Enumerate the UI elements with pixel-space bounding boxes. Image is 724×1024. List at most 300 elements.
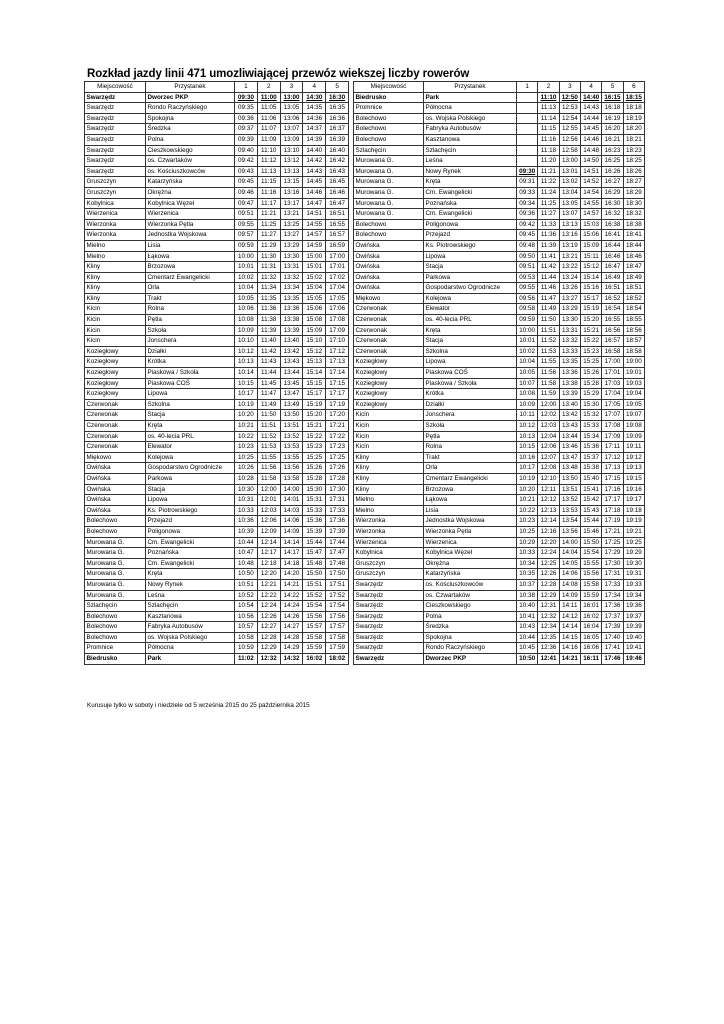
time-cell: 13:54 bbox=[559, 516, 580, 527]
stop-cell: Szlachęcin bbox=[146, 601, 235, 612]
time-cell: 12:09 bbox=[257, 526, 280, 537]
time-cell: 15:44 bbox=[580, 516, 601, 527]
time-cell: 16:05 bbox=[580, 632, 601, 643]
stop-cell: Polna bbox=[146, 134, 235, 145]
time-cell: 12:56 bbox=[559, 134, 580, 145]
time-cell: 12:08 bbox=[538, 463, 559, 474]
time-cell: 16:52 bbox=[602, 293, 623, 304]
time-cell: 13:21 bbox=[559, 251, 580, 262]
table-row bbox=[354, 622, 645, 633]
stop-cell: Piaskowa / Szkoła bbox=[424, 378, 517, 389]
stop-cell: Stacja bbox=[146, 484, 235, 495]
table-row bbox=[85, 251, 349, 262]
time-cell: 15:11 bbox=[580, 251, 601, 262]
time-cell: 11:16 bbox=[538, 134, 559, 145]
time-cell: 17:03 bbox=[602, 378, 623, 389]
time-cell: 09:46 bbox=[235, 187, 258, 198]
time-cell: 17:48 bbox=[326, 558, 349, 569]
time-cell: 17:00 bbox=[602, 357, 623, 368]
table-row bbox=[354, 230, 645, 241]
time-cell: 17:33 bbox=[602, 579, 623, 590]
table-row bbox=[354, 579, 645, 590]
time-cell bbox=[517, 145, 538, 156]
time-cell: 10:50 bbox=[235, 569, 258, 580]
time-cell: 13:32 bbox=[559, 336, 580, 347]
stop-cell: Łąkowa bbox=[146, 251, 235, 262]
time-cell: 10:16 bbox=[517, 452, 538, 463]
place-cell: Kliny bbox=[85, 293, 146, 304]
place-cell: Bolechowo bbox=[85, 632, 146, 643]
table-row bbox=[85, 654, 349, 665]
time-cell: 13:52 bbox=[280, 431, 303, 442]
table-row bbox=[354, 368, 645, 379]
time-cell: 09:45 bbox=[517, 230, 538, 241]
stop-cell: Gospodarstwo Ogrodnicze bbox=[146, 463, 235, 474]
time-cell: 09:53 bbox=[517, 272, 538, 283]
time-cell: 15:02 bbox=[303, 272, 326, 283]
time-cell: 14:08 bbox=[559, 579, 580, 590]
time-cell: 17:25 bbox=[326, 452, 349, 463]
time-cell: 17:05 bbox=[326, 293, 349, 304]
time-cell: 10:10 bbox=[235, 336, 258, 347]
table-row bbox=[354, 262, 645, 273]
time-cell: 17:19 bbox=[602, 516, 623, 527]
time-cell: 16:46 bbox=[602, 251, 623, 262]
time-cell: 15:34 bbox=[580, 431, 601, 442]
header-course-2: 2 bbox=[257, 82, 280, 93]
time-cell: 11:18 bbox=[538, 145, 559, 156]
stop-cell: Działki bbox=[424, 399, 517, 410]
stop-cell: Pętla bbox=[146, 315, 235, 326]
time-cell: 11:56 bbox=[257, 463, 280, 474]
place-cell: Owińska bbox=[85, 463, 146, 474]
time-cell: 10:38 bbox=[517, 590, 538, 601]
table-row bbox=[85, 590, 349, 601]
time-cell: 16:18 bbox=[602, 103, 623, 114]
time-cell: 19:04 bbox=[623, 389, 644, 400]
table-row bbox=[85, 124, 349, 135]
time-cell: 15:40 bbox=[580, 473, 601, 484]
stop-cell: Katarzyńska bbox=[146, 177, 235, 188]
table-row bbox=[354, 505, 645, 516]
time-cell: 15:26 bbox=[580, 368, 601, 379]
time-cell: 17:17 bbox=[602, 495, 623, 506]
time-cell: 12:27 bbox=[257, 622, 280, 633]
table-row bbox=[85, 421, 349, 432]
place-cell: Gruszczyn bbox=[85, 187, 146, 198]
table-row bbox=[354, 569, 645, 580]
time-cell: 14:43 bbox=[580, 103, 601, 114]
table-row bbox=[85, 431, 349, 442]
table-row bbox=[85, 166, 349, 177]
time-cell: 10:20 bbox=[235, 410, 258, 421]
stop-cell: Stacja bbox=[146, 410, 235, 421]
time-cell: 18:18 bbox=[623, 103, 644, 114]
stop-cell: Polna bbox=[424, 611, 517, 622]
time-cell: 11:39 bbox=[538, 240, 559, 251]
time-cell: 14:05 bbox=[559, 558, 580, 569]
place-cell: Kliny bbox=[354, 463, 424, 474]
time-cell: 13:34 bbox=[280, 283, 303, 294]
time-cell: 15:14 bbox=[580, 272, 601, 283]
table-row bbox=[354, 548, 645, 559]
time-cell: 10:17 bbox=[235, 389, 258, 400]
time-cell: 19:34 bbox=[623, 590, 644, 601]
place-cell: Czerwonak bbox=[85, 431, 146, 442]
time-cell: 13:47 bbox=[559, 452, 580, 463]
time-cell: 13:17 bbox=[280, 198, 303, 209]
time-cell: 12:06 bbox=[257, 516, 280, 527]
stop-cell: Cm. Ewangelicki bbox=[146, 537, 235, 548]
table-row bbox=[85, 632, 349, 643]
time-cell: 10:43 bbox=[517, 622, 538, 633]
stop-cell: Rondo Raczyńskiego bbox=[424, 643, 517, 654]
time-cell: 15:46 bbox=[580, 526, 601, 537]
time-cell: 13:00 bbox=[280, 92, 303, 103]
time-cell: 17:15 bbox=[602, 473, 623, 484]
time-cell: 11:36 bbox=[257, 304, 280, 315]
place-cell: Kliny bbox=[85, 262, 146, 273]
stop-cell: os. Czwartaków bbox=[424, 590, 517, 601]
place-cell: Koziegłowy bbox=[85, 368, 146, 379]
time-cell: 15:51 bbox=[303, 579, 326, 590]
time-cell: 15:10 bbox=[303, 336, 326, 347]
place-cell: Swarzędz bbox=[354, 611, 424, 622]
place-cell: Kliny bbox=[85, 272, 146, 283]
table-row bbox=[85, 463, 349, 474]
time-cell: 19:39 bbox=[623, 622, 644, 633]
time-cell: 14:16 bbox=[559, 643, 580, 654]
time-cell: 15:25 bbox=[303, 452, 326, 463]
time-cell: 15:32 bbox=[580, 410, 601, 421]
time-cell: 11:06 bbox=[257, 113, 280, 124]
time-cell: 11:25 bbox=[257, 219, 280, 230]
time-cell: 13:39 bbox=[280, 325, 303, 336]
stop-cell: Lipowa bbox=[424, 357, 517, 368]
time-cell: 13:31 bbox=[280, 262, 303, 273]
stop-cell: Ks. Piotrowskiego bbox=[424, 240, 517, 251]
place-cell: Swarzędz bbox=[85, 134, 146, 145]
time-cell: 17:33 bbox=[326, 505, 349, 516]
table-row bbox=[354, 611, 645, 622]
time-cell: 17:19 bbox=[326, 399, 349, 410]
time-cell: 10:00 bbox=[235, 251, 258, 262]
time-cell: 15:17 bbox=[303, 389, 326, 400]
time-cell: 15:47 bbox=[303, 548, 326, 559]
stop-cell: Kolejowa bbox=[424, 293, 517, 304]
time-cell bbox=[517, 103, 538, 114]
table-row bbox=[354, 293, 645, 304]
place-cell: Swarzędz bbox=[85, 145, 146, 156]
table-row bbox=[85, 505, 349, 516]
place-cell: Swarzędz bbox=[354, 654, 424, 665]
time-cell: 15:00 bbox=[303, 251, 326, 262]
stop-cell: Wierzenica bbox=[424, 537, 517, 548]
time-cell: 13:53 bbox=[559, 505, 580, 516]
time-cell: 19:16 bbox=[623, 484, 644, 495]
time-cell: 14:24 bbox=[280, 601, 303, 612]
time-cell: 15:16 bbox=[580, 283, 601, 294]
time-cell: 14:50 bbox=[580, 156, 601, 167]
time-cell: 12:21 bbox=[257, 579, 280, 590]
header-course-3: 3 bbox=[559, 82, 580, 93]
time-cell: 09:37 bbox=[235, 124, 258, 135]
time-cell: 18:15 bbox=[623, 92, 644, 103]
table-row bbox=[85, 187, 349, 198]
time-cell: 13:07 bbox=[559, 209, 580, 220]
place-cell: Swarzędz bbox=[354, 601, 424, 612]
stop-cell: Park bbox=[146, 654, 235, 665]
time-cell: 13:39 bbox=[559, 389, 580, 400]
time-cell: 13:36 bbox=[280, 304, 303, 315]
header-stop: Przystanek bbox=[146, 82, 235, 93]
stop-cell: Północna bbox=[424, 103, 517, 114]
place-cell: Bolechowo bbox=[85, 622, 146, 633]
time-cell: 17:31 bbox=[326, 495, 349, 506]
time-cell: 14:48 bbox=[580, 145, 601, 156]
stop-cell: os. 40-lecia PRL bbox=[146, 431, 235, 442]
place-cell: Bolechowo bbox=[354, 124, 424, 135]
time-cell: 13:45 bbox=[280, 378, 303, 389]
place-cell: Koziegłowy bbox=[85, 378, 146, 389]
time-cell: 10:02 bbox=[235, 272, 258, 283]
time-cell: 15:58 bbox=[303, 632, 326, 643]
stop-cell: Rolna bbox=[424, 442, 517, 453]
time-cell: 16:27 bbox=[602, 177, 623, 188]
table-header bbox=[354, 82, 645, 93]
stop-cell: Krótka bbox=[146, 357, 235, 368]
time-cell: 19:12 bbox=[623, 452, 644, 463]
time-cell: 13:02 bbox=[559, 177, 580, 188]
time-cell: 15:56 bbox=[580, 569, 601, 580]
place-cell: Mielno bbox=[354, 505, 424, 516]
time-cell: 10:31 bbox=[235, 495, 258, 506]
time-cell: 09:51 bbox=[235, 209, 258, 220]
place-cell: Czerwonak bbox=[85, 442, 146, 453]
time-cell: 19:18 bbox=[623, 505, 644, 516]
time-cell: 19:01 bbox=[623, 368, 644, 379]
time-cell: 09:30 bbox=[517, 166, 538, 177]
time-cell: 16:29 bbox=[602, 187, 623, 198]
time-cell: 13:07 bbox=[280, 124, 303, 135]
time-cell: 12:04 bbox=[538, 431, 559, 442]
table-row bbox=[85, 293, 349, 304]
table-row bbox=[85, 558, 349, 569]
time-cell: 10:12 bbox=[235, 346, 258, 357]
time-cell: 17:30 bbox=[326, 484, 349, 495]
header-place: Miejscowość bbox=[354, 82, 424, 93]
time-cell: 17:28 bbox=[326, 473, 349, 484]
place-cell: Miękowo bbox=[85, 452, 146, 463]
time-cell: 13:58 bbox=[280, 473, 303, 484]
stop-cell: Elewator bbox=[424, 304, 517, 315]
place-cell: Bolechowo bbox=[85, 516, 146, 527]
time-cell: 19:29 bbox=[623, 548, 644, 559]
place-cell: Kicin bbox=[354, 442, 424, 453]
time-cell: 15:48 bbox=[303, 558, 326, 569]
time-cell: 13:13 bbox=[559, 219, 580, 230]
time-cell: 13:36 bbox=[559, 368, 580, 379]
time-cell: 13:44 bbox=[559, 431, 580, 442]
time-cell bbox=[517, 124, 538, 135]
time-cell: 11:21 bbox=[257, 209, 280, 220]
time-cell: 12:18 bbox=[257, 558, 280, 569]
time-cell: 09:36 bbox=[235, 113, 258, 124]
time-cell: 15:09 bbox=[580, 240, 601, 251]
time-cell: 11:58 bbox=[257, 473, 280, 484]
time-cell: 10:54 bbox=[235, 601, 258, 612]
place-cell: Murowana G. bbox=[354, 187, 424, 198]
stop-cell: Przejazd bbox=[424, 230, 517, 241]
time-cell: 13:43 bbox=[559, 421, 580, 432]
stop-cell: Fabryka Autobusów bbox=[424, 124, 517, 135]
time-cell: 18:38 bbox=[623, 219, 644, 230]
time-cell: 12:28 bbox=[538, 579, 559, 590]
time-cell: 14:44 bbox=[580, 113, 601, 124]
time-cell: 11:47 bbox=[257, 389, 280, 400]
time-cell: 17:20 bbox=[326, 410, 349, 421]
place-cell: Koziegłowy bbox=[85, 389, 146, 400]
place-cell: Swarzędz bbox=[85, 166, 146, 177]
stop-cell: Okrężna bbox=[424, 558, 517, 569]
table-row bbox=[354, 336, 645, 347]
time-cell: 10:44 bbox=[235, 537, 258, 548]
time-cell: 16:21 bbox=[602, 134, 623, 145]
place-cell: Swarzędz bbox=[85, 92, 146, 103]
stop-cell: os. Kościuszkowców bbox=[424, 579, 517, 590]
time-cell: 14:01 bbox=[280, 495, 303, 506]
place-cell: Owińska bbox=[354, 251, 424, 262]
time-cell: 12:53 bbox=[559, 103, 580, 114]
place-cell: Promnice bbox=[354, 103, 424, 114]
page-title: Rozkład jazdy linii 471 umozliwiającej przewóz wiekszej liczby rowerów bbox=[87, 68, 470, 80]
time-cell: 13:50 bbox=[280, 410, 303, 421]
time-cell: 10:47 bbox=[235, 548, 258, 559]
table-row bbox=[85, 399, 349, 410]
time-cell: 17:40 bbox=[602, 632, 623, 643]
time-cell: 11:12 bbox=[257, 156, 280, 167]
time-cell: 15:42 bbox=[580, 495, 601, 506]
table-row bbox=[354, 473, 645, 484]
time-cell: 17:59 bbox=[326, 643, 349, 654]
time-cell: 17:10 bbox=[326, 336, 349, 347]
time-cell: 12:11 bbox=[538, 484, 559, 495]
time-cell: 09:39 bbox=[235, 134, 258, 145]
time-cell: 14:28 bbox=[280, 632, 303, 643]
time-cell: 14:30 bbox=[303, 92, 326, 103]
place-cell: Wierzonka bbox=[354, 516, 424, 527]
time-cell: 15:28 bbox=[303, 473, 326, 484]
time-cell: 10:06 bbox=[235, 304, 258, 315]
table-row bbox=[354, 187, 645, 198]
time-cell: 15:26 bbox=[303, 463, 326, 474]
time-cell: 09:34 bbox=[517, 198, 538, 209]
place-cell: Koziegłowy bbox=[85, 346, 146, 357]
time-cell: 12:32 bbox=[538, 611, 559, 622]
table-row bbox=[85, 410, 349, 421]
time-cell: 13:06 bbox=[280, 113, 303, 124]
stop-cell: Piaskowa / Szkoła bbox=[146, 368, 235, 379]
time-cell: 19:33 bbox=[623, 579, 644, 590]
time-cell: 16:45 bbox=[326, 177, 349, 188]
time-cell: 19:25 bbox=[623, 537, 644, 548]
time-cell: 17:04 bbox=[602, 389, 623, 400]
time-cell: 13:38 bbox=[280, 315, 303, 326]
place-cell: Koziegłowy bbox=[85, 357, 146, 368]
place-cell: Czerwonak bbox=[354, 304, 424, 315]
time-cell bbox=[517, 134, 538, 145]
time-cell: 16:49 bbox=[602, 272, 623, 283]
time-cell: 12:13 bbox=[538, 505, 559, 516]
time-cell: 11:02 bbox=[235, 654, 258, 665]
table-row bbox=[85, 548, 349, 559]
time-cell: 17:22 bbox=[326, 431, 349, 442]
stop-cell: Szkolna bbox=[146, 399, 235, 410]
time-cell: 15:25 bbox=[580, 357, 601, 368]
time-cell: 18:47 bbox=[623, 262, 644, 273]
table-row bbox=[354, 315, 645, 326]
time-cell: 17:15 bbox=[326, 378, 349, 389]
time-cell: 10:02 bbox=[517, 346, 538, 357]
time-cell: 19:17 bbox=[623, 495, 644, 506]
stop-cell: Wierzenica bbox=[146, 209, 235, 220]
time-cell: 09:48 bbox=[517, 240, 538, 251]
time-cell: 13:21 bbox=[280, 209, 303, 220]
time-cell: 11:46 bbox=[538, 283, 559, 294]
table-row bbox=[85, 145, 349, 156]
time-cell: 10:40 bbox=[517, 601, 538, 612]
time-cell: 10:01 bbox=[235, 262, 258, 273]
time-cell: 18:19 bbox=[623, 113, 644, 124]
time-cell: 18:57 bbox=[623, 336, 644, 347]
time-cell: 16:59 bbox=[326, 240, 349, 251]
time-cell: 13:46 bbox=[559, 442, 580, 453]
time-cell: 14:43 bbox=[303, 166, 326, 177]
time-cell: 10:12 bbox=[517, 421, 538, 432]
time-cell: 16:02 bbox=[303, 654, 326, 665]
time-cell: 14:40 bbox=[580, 92, 601, 103]
time-cell: 14:45 bbox=[580, 124, 601, 135]
stop-cell: Elewator bbox=[146, 442, 235, 453]
time-cell: 13:29 bbox=[559, 304, 580, 315]
table-row bbox=[354, 590, 645, 601]
table-row bbox=[354, 251, 645, 262]
table-row bbox=[354, 166, 645, 177]
time-cell: 12:28 bbox=[257, 632, 280, 643]
time-cell: 13:16 bbox=[559, 230, 580, 241]
stop-cell: Kręta bbox=[424, 325, 517, 336]
time-cell: 14:35 bbox=[303, 103, 326, 114]
time-cell: 10:34 bbox=[517, 558, 538, 569]
table-row bbox=[85, 611, 349, 622]
table-row bbox=[85, 357, 349, 368]
table-row bbox=[354, 198, 645, 209]
table-row bbox=[354, 431, 645, 442]
place-cell: Kobylnica bbox=[85, 198, 146, 209]
time-cell: 15:54 bbox=[303, 601, 326, 612]
time-cell: 12:55 bbox=[559, 124, 580, 135]
stop-cell: Brzozowa bbox=[424, 484, 517, 495]
place-cell: Swarzędz bbox=[85, 103, 146, 114]
time-cell: 19:11 bbox=[623, 442, 644, 453]
time-cell: 11:53 bbox=[257, 442, 280, 453]
time-cell: 11:34 bbox=[257, 283, 280, 294]
time-cell: 16:19 bbox=[602, 113, 623, 124]
time-cell: 16:57 bbox=[326, 230, 349, 241]
time-cell: 19:46 bbox=[623, 654, 644, 665]
table-row bbox=[354, 421, 645, 432]
time-cell: 12:20 bbox=[257, 569, 280, 580]
